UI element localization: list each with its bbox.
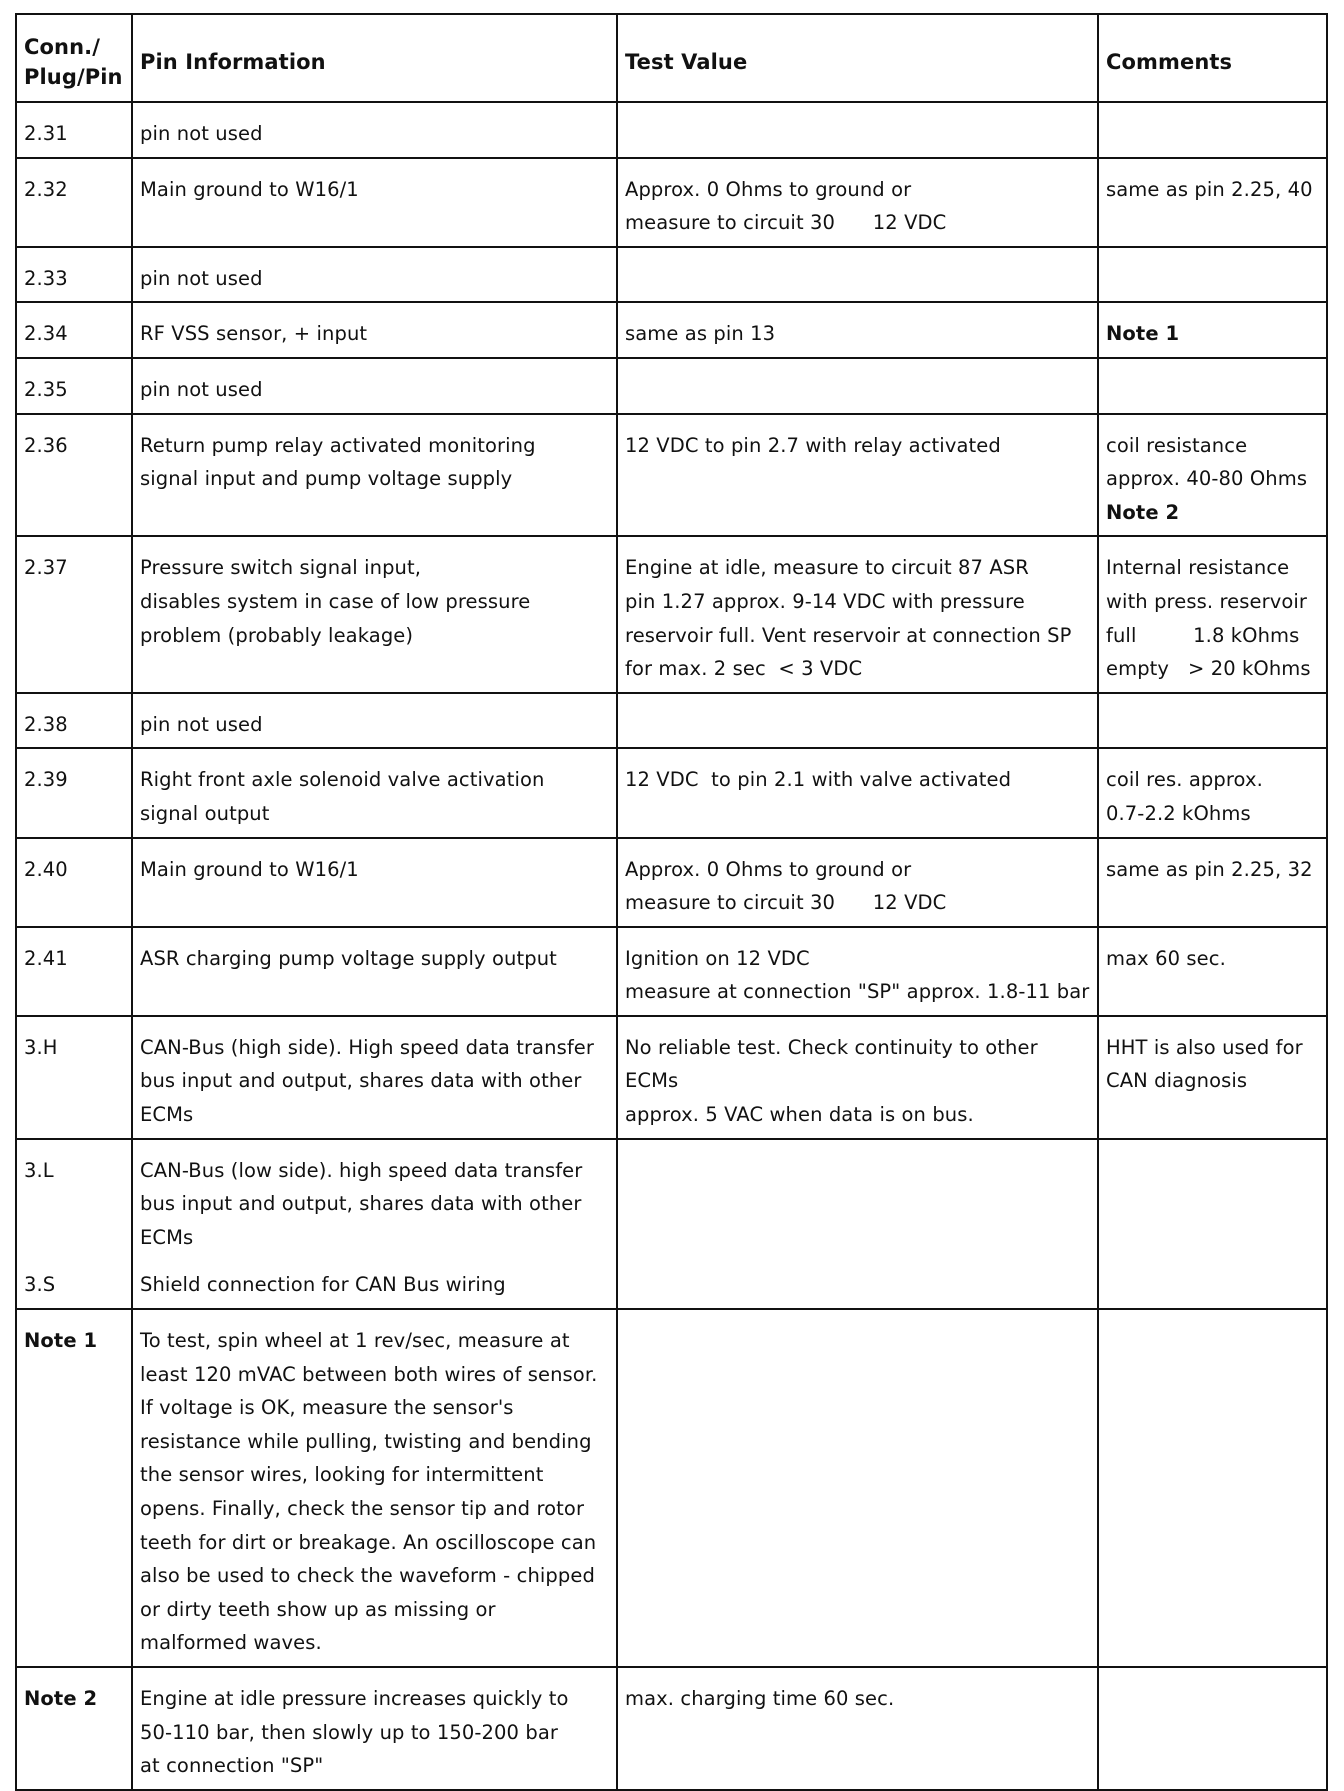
pin-info-line: If voltage is OK, measure the sensor's: [140, 1396, 514, 1420]
test-value-cell: [617, 358, 1098, 414]
test-value-cell: [617, 1309, 1098, 1667]
comments-cell: [1098, 838, 1327, 927]
pin-info-line: signal output: [140, 801, 270, 825]
pin-label: 2.41: [24, 946, 68, 970]
test-value-line: ECMs: [625, 1069, 679, 1093]
pin-info-line: ECMs: [140, 1103, 194, 1127]
pin-label: 2.37: [24, 556, 68, 580]
pin-info-cell: [132, 158, 617, 247]
header-row: [16, 14, 1327, 102]
pin-label: 2.36: [24, 433, 68, 457]
pin-info-line: Main ground to W16/1: [140, 177, 359, 201]
test-value-cell: [617, 536, 1098, 692]
pin-cell: [16, 302, 132, 358]
pin-cell: [16, 838, 132, 927]
comments-cell: [1098, 358, 1327, 414]
pin-label: 2.38: [24, 712, 68, 736]
pin-info-line: the sensor wires, looking for intermittent: [140, 1463, 544, 1487]
pin-label: 3.H: [24, 1035, 58, 1059]
pin-cell: [16, 748, 132, 837]
pin-label: 2.32: [24, 177, 68, 201]
pin-label: Note 2: [24, 1686, 98, 1710]
table-body: [16, 102, 1327, 1790]
pin-label: Note 1: [24, 1329, 98, 1353]
pin-info-line: pin not used: [140, 377, 263, 401]
pin-info-cell: [132, 927, 617, 1016]
comment-line: empty > 20 kOhms: [1106, 657, 1311, 681]
comments-cell: [1098, 927, 1327, 1016]
comment-line: Note 2: [1106, 500, 1180, 524]
table-row: [16, 358, 1327, 414]
test-value-line: pin 1.27 approx. 9-14 VDC with pressure: [625, 589, 1025, 613]
pin-info-line: ECMs: [140, 1225, 194, 1249]
table-row: [16, 102, 1327, 158]
comment-line: Note 1: [1106, 322, 1180, 346]
pin-info-line: pin not used: [140, 712, 263, 736]
comment-line: full 1.8 kOhms: [1106, 623, 1300, 647]
pin-info-line: Main ground to W16/1: [140, 857, 359, 881]
table-row: [16, 927, 1327, 1016]
pin-cell: [16, 1139, 132, 1309]
pin-info-line: bus input and output, shares data with other: [140, 1069, 582, 1093]
pin-info-line: ASR charging pump voltage supply output: [140, 946, 557, 970]
pin-info-line: opens. Finally, check the sensor tip and rotor: [140, 1497, 585, 1520]
table-row: [16, 838, 1327, 927]
test-value-line: same as pin 13: [625, 322, 776, 346]
test-value-line: approx. 5 VAC when data is on bus.: [625, 1103, 974, 1127]
pin-info-line: problem (probably leakage): [140, 623, 414, 647]
test-value-cell: [617, 927, 1098, 1016]
pin-info-line: Return pump relay activated monitoring: [140, 433, 536, 457]
test-value-line: Engine at idle, measure to circuit 87 ASR: [625, 556, 1029, 580]
test-value-cell: [617, 1667, 1098, 1790]
comment-line: coil res. approx.: [1106, 768, 1263, 792]
test-value-cell: [617, 838, 1098, 927]
comment-line: CAN diagnosis: [1106, 1069, 1248, 1093]
test-value-cell: [617, 1139, 1098, 1309]
pin-info-line: CAN-Bus (high side). High speed data transfer: [140, 1035, 595, 1059]
pin-info-line: or dirty teeth show up as missing or: [140, 1597, 496, 1621]
test-value-line: max. charging time 60 sec.: [625, 1686, 895, 1710]
comments-cell: [1098, 748, 1327, 837]
pin-info-line: pin not used: [140, 122, 263, 145]
pin-info-cell: [132, 302, 617, 358]
pin-label: 2.34: [24, 322, 68, 346]
pin-info-line: Shield connection for CAN Bus wiring: [140, 1273, 506, 1297]
table-row: [16, 693, 1327, 749]
test-value-cell: [617, 748, 1098, 837]
pin-info-cell: [132, 1309, 617, 1667]
comment-line: max 60 sec.: [1106, 946, 1226, 970]
pin-label: 2.40: [24, 857, 68, 881]
pin-info-cell: [132, 414, 617, 537]
test-value-line: measure to circuit 30 12 VDC: [625, 891, 947, 915]
pin-info-line: RF VSS sensor, + input: [140, 322, 368, 346]
pin-table: [15, 13, 1328, 1791]
pin-info-line: disables system in case of low pressure: [140, 589, 531, 613]
comments-cell: [1098, 1309, 1327, 1667]
pin-cell: [16, 927, 132, 1016]
test-value-cell: [617, 302, 1098, 358]
test-value-cell: [617, 414, 1098, 537]
comments-cell: [1098, 1016, 1327, 1139]
header-pin-info: Pin Information: [132, 14, 617, 102]
comments-cell: [1098, 693, 1327, 749]
pin-info-line: signal input and pump voltage supply: [140, 467, 513, 491]
pin-table-sheet: [15, 13, 1326, 1778]
pin-cell: [16, 247, 132, 303]
comment-line: same as pin 2.25, 40: [1106, 177, 1313, 201]
pin-info-line: malformed waves.: [140, 1631, 322, 1655]
pin-info-cell: [132, 1139, 617, 1309]
pin-label: 2.39: [24, 768, 68, 792]
pin-info-line: bus input and output, shares data with other: [140, 1192, 582, 1216]
pin-info-cell: [132, 748, 617, 837]
table-row: [16, 158, 1327, 247]
pin-cell: [16, 414, 132, 537]
pin-info-line: teeth for dirt or breakage. An oscilloscope can: [140, 1530, 597, 1554]
pin-label: 2.35: [24, 377, 68, 401]
comment-line: approx. 40-80 Ohms: [1106, 467, 1308, 491]
comments-cell: [1098, 1667, 1327, 1790]
table-row: [16, 1139, 1327, 1309]
pin-info-line: Right front axle solenoid valve activation: [140, 768, 545, 792]
pin-info-line: resistance while pulling, twisting and bending: [140, 1429, 592, 1453]
test-value-line: No reliable test. Check continuity to other: [625, 1035, 1038, 1059]
comments-cell: [1098, 536, 1327, 692]
comments-cell: [1098, 1139, 1327, 1309]
spacer: [140, 1254, 609, 1268]
pin-info-cell: [132, 358, 617, 414]
pin-cell: [16, 1667, 132, 1790]
comment-line: Internal resistance: [1106, 556, 1290, 580]
pin-info-line: pin not used: [140, 266, 263, 290]
pin-info-line: Pressure switch signal input,: [140, 556, 422, 580]
test-value-cell: [617, 247, 1098, 303]
spacer: [24, 1221, 124, 1255]
table-row: [16, 1667, 1327, 1790]
test-value-line: measure to circuit 30 12 VDC: [625, 211, 947, 235]
test-value-cell: [617, 158, 1098, 247]
comment-line: same as pin 2.25, 32: [1106, 857, 1313, 881]
pin-info-cell: [132, 536, 617, 692]
test-value-line: Ignition on 12 VDC: [625, 946, 810, 970]
test-value-line: Approx. 0 Ohms to ground or: [625, 177, 912, 201]
pin-label: 3.S: [24, 1273, 56, 1297]
spacer: [24, 1187, 124, 1221]
header-conn: Conn./ Plug/Pin: [16, 14, 132, 102]
comment-line: coil resistance: [1106, 433, 1248, 457]
test-value-line: reservoir full. Vent reservoir at connection SP: [625, 623, 1072, 647]
pin-cell: [16, 1016, 132, 1139]
comments-cell: [1098, 414, 1327, 537]
pin-cell: [16, 536, 132, 692]
comment-line: with press. reservoir: [1106, 589, 1308, 613]
pin-cell: [16, 693, 132, 749]
table-row: [16, 302, 1327, 358]
pin-info-line: CAN-Bus (low side). high speed data transfer: [140, 1158, 583, 1182]
comments-cell: [1098, 302, 1327, 358]
table-row: [16, 536, 1327, 692]
test-value-cell: [617, 1016, 1098, 1139]
pin-info-cell: [132, 838, 617, 927]
table-row: [16, 414, 1327, 537]
pin-info-line: at connection "SP": [140, 1754, 324, 1778]
pin-info-cell: [132, 1016, 617, 1139]
spacer: [24, 1254, 124, 1268]
comments-cell: [1098, 247, 1327, 303]
test-value-line: 12 VDC to pin 2.7 with relay activated: [625, 433, 1001, 457]
pin-info-line: also be used to check the waveform - chipped: [140, 1564, 595, 1588]
test-value-line: Approx. 0 Ohms to ground or: [625, 857, 912, 881]
header-test-value: Test Value: [617, 14, 1098, 102]
test-value-line: for max. 2 sec < 3 VDC: [625, 657, 863, 681]
pin-info-line: Engine at idle pressure increases quickly to: [140, 1686, 569, 1710]
pin-info-cell: [132, 247, 617, 303]
table-row: [16, 1309, 1327, 1667]
pin-cell: [16, 358, 132, 414]
test-value-line: 12 VDC to pin 2.1 with valve activated: [625, 768, 1012, 792]
pin-label: 3.L: [24, 1158, 54, 1182]
pin-label: 2.33: [24, 266, 68, 290]
pin-cell: [16, 102, 132, 158]
pin-cell: [16, 1309, 132, 1667]
pin-info-line: least 120 mVAC between both wires of sensor.: [140, 1362, 598, 1386]
table-row: [16, 748, 1327, 837]
pin-cell: [16, 158, 132, 247]
comment-line: HHT is also used for: [1106, 1035, 1303, 1059]
pin-info-cell: [132, 102, 617, 158]
table-row: [16, 247, 1327, 303]
comments-cell: [1098, 158, 1327, 247]
pin-info-cell: [132, 693, 617, 749]
pin-label: 2.31: [24, 122, 68, 145]
pin-info-line: 50-110 bar, then slowly up to 150-200 bar: [140, 1720, 559, 1744]
comment-line: 0.7-2.2 kOhms: [1106, 801, 1251, 825]
test-value-cell: [617, 102, 1098, 158]
test-value-line: measure at connection "SP" approx. 1.8-11 bar: [625, 980, 1090, 1004]
pin-info-cell: [132, 1667, 617, 1790]
table-row: [16, 1016, 1327, 1139]
header-comments: Comments: [1098, 14, 1327, 102]
pin-info-line: To test, spin wheel at 1 rev/sec, measure at: [140, 1329, 570, 1353]
comments-cell: [1098, 102, 1327, 158]
test-value-cell: [617, 693, 1098, 749]
